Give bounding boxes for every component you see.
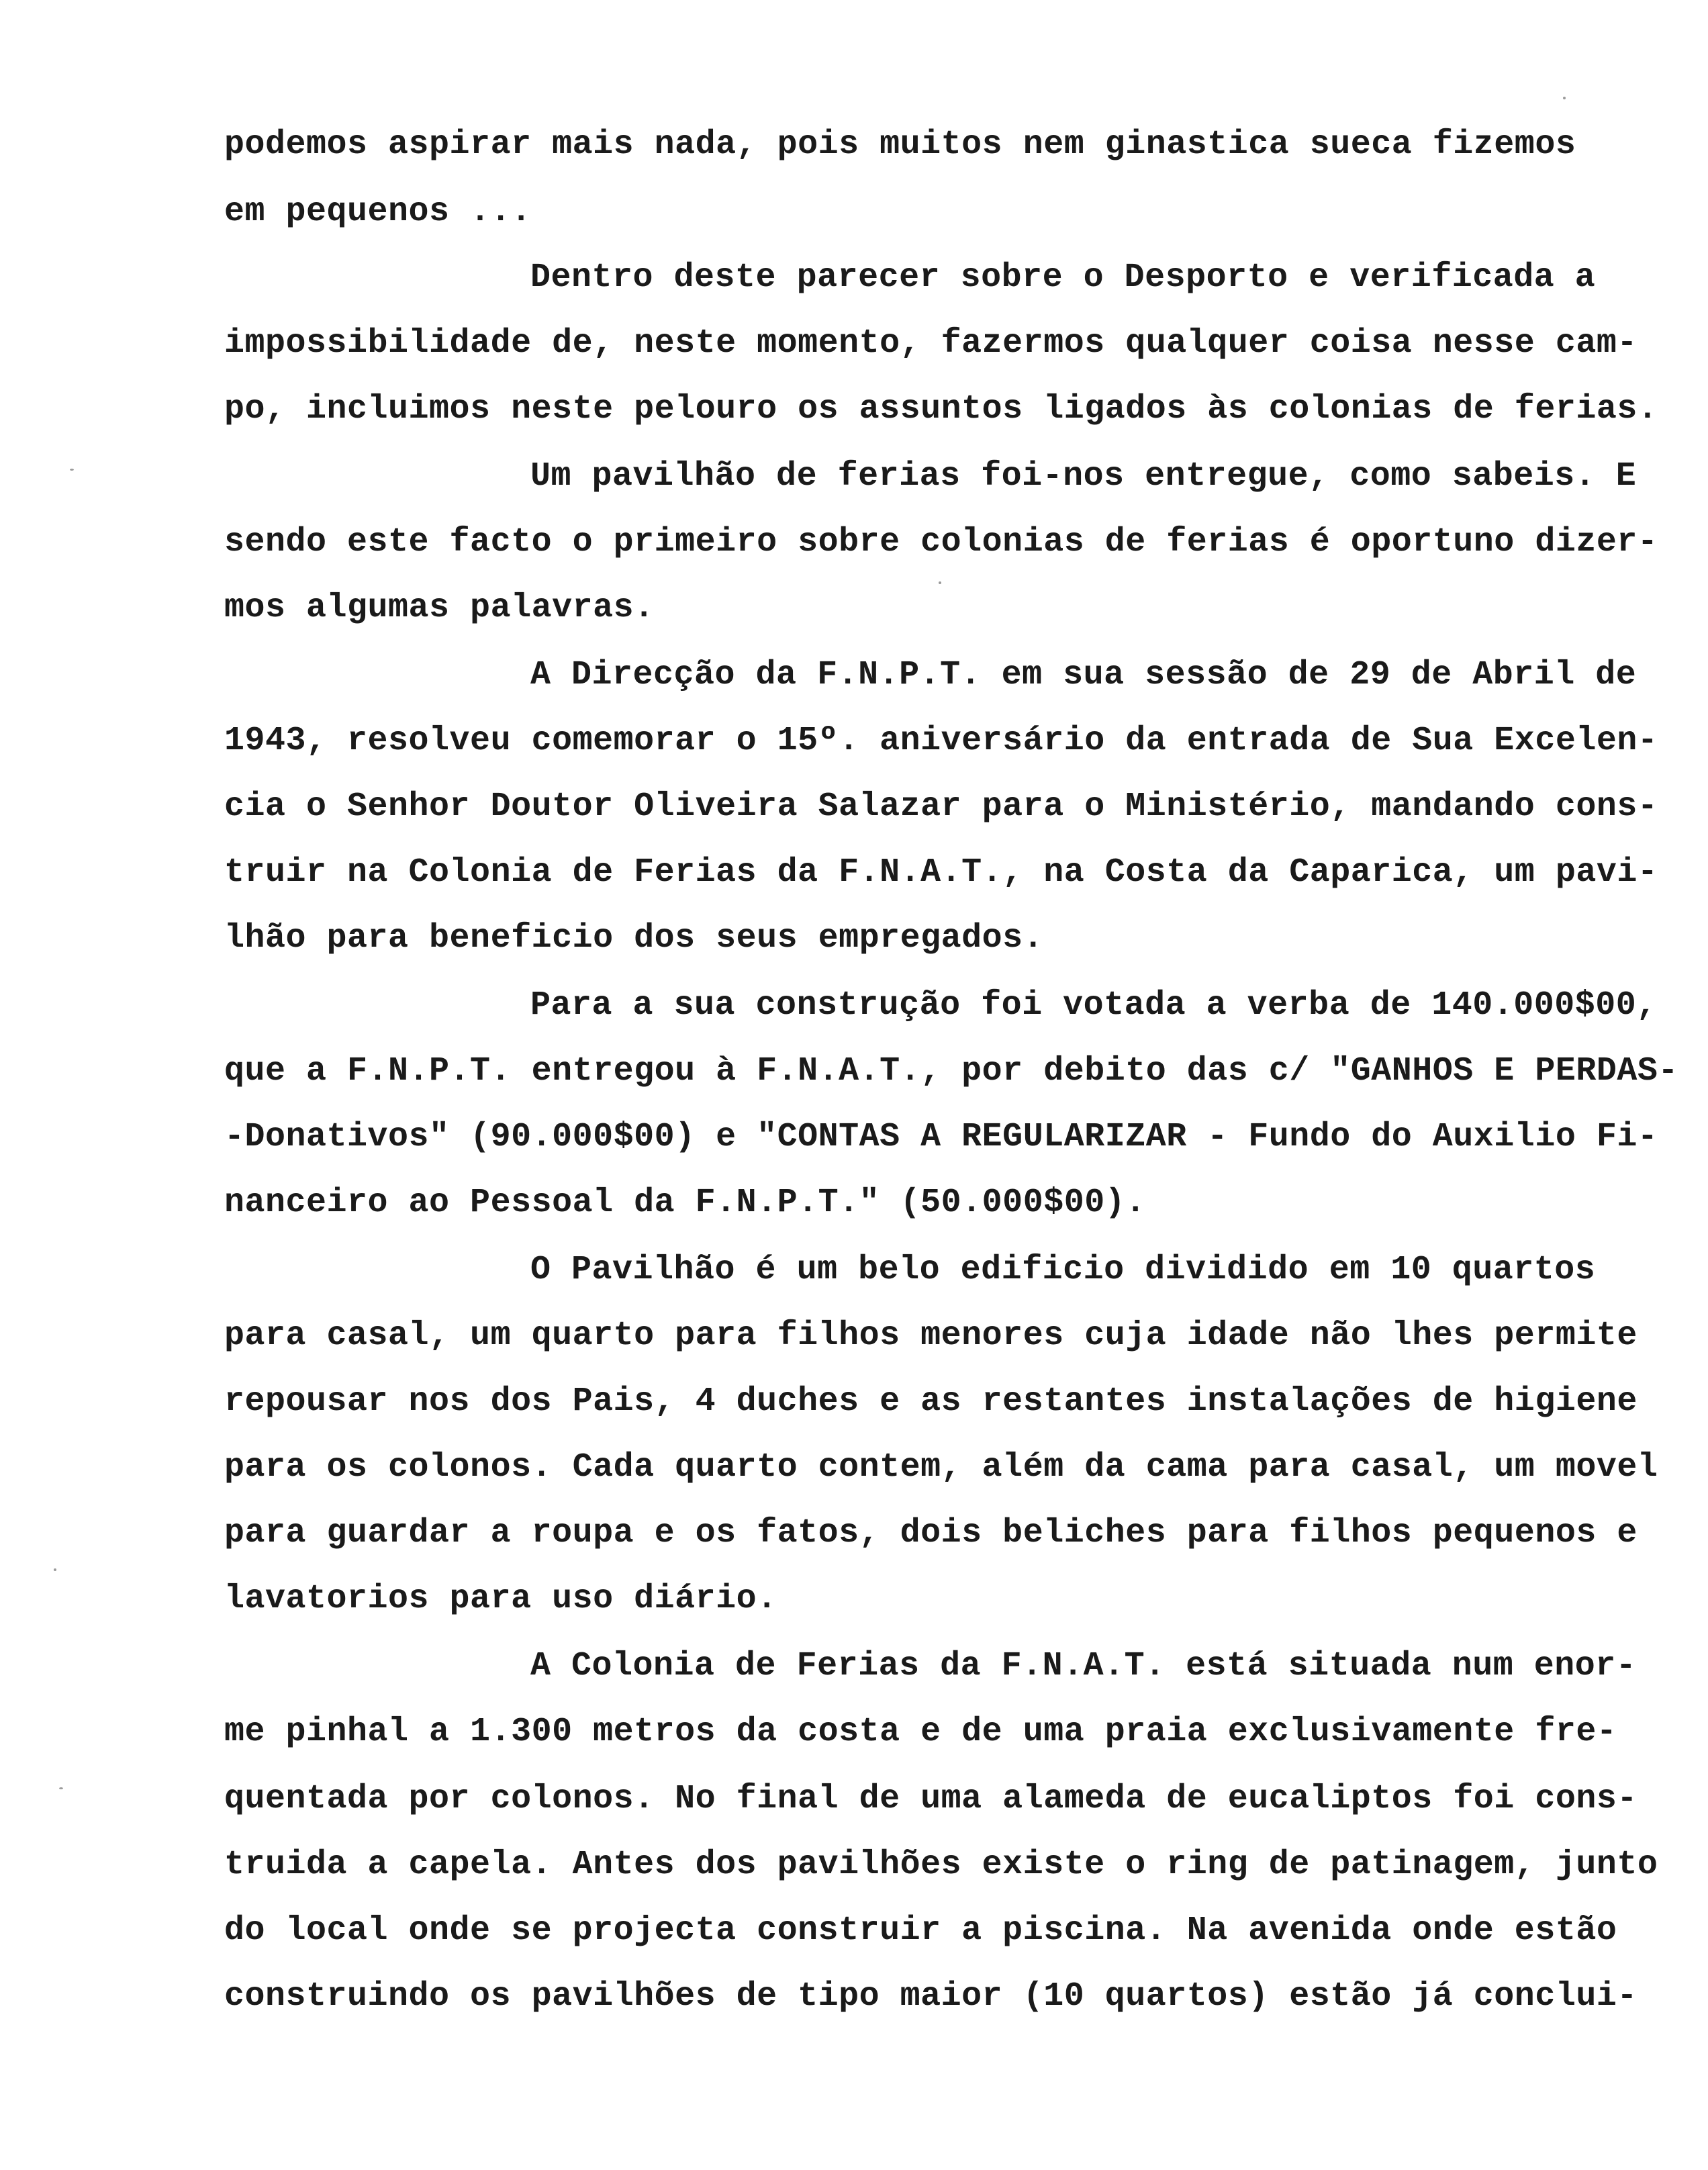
text-line: quentada por colonos. No final de uma alameda de eucaliptos foi cons- [224,1780,1638,1818]
text-line: podemos aspirar mais nada, pois muitos nem ginastica sueca fizemos [224,126,1576,164]
text-line: para os colonos. Cada quarto contem, além da cama para casal, um movel [224,1448,1658,1487]
text-line: do local onde se projecta construir a piscina. Na avenida onde estão [224,1912,1617,1950]
text-line: lavatorios para uso diário. [224,1580,777,1618]
text-line: 1943, resolveu comemorar o 15º. aniversário da entrada de Sua Excelen- [224,722,1658,760]
text-line: po, incluimos neste pelouro os assuntos ligados às colonias de ferias. [224,390,1658,428]
text-line: truir na Colonia de Ferias da F.N.A.T., na Costa da Caparica, um pavi- [224,853,1658,892]
text-line: para casal, um quarto para filhos menores cuja idade não lhes permite [224,1317,1638,1355]
text-line: -Donativos" (90.000$00) e "CONTAS A REGULARIZAR - Fundo do Auxilio Fi- [224,1118,1658,1156]
text-line: me pinhal a 1.300 metros da costa e de uma praia exclusivamente fre- [224,1713,1617,1751]
paragraph-first-line: A Direcção da F.N.P.T. em sua sessão de 29 de Abril de [530,656,1637,694]
paragraph-first-line: Um pavilhão de ferias foi-nos entregue, como sabeis. E [530,457,1637,496]
text-line: nanceiro ao Pessoal da F.N.P.T." (50.000$00). [224,1184,1146,1222]
scan-speck [939,581,941,584]
text-line: impossibilidade de, neste momento, fazermos qualquer coisa nesse cam- [224,324,1638,363]
text-line: sendo este facto o primeiro sobre colonias de ferias é oportuno dizer- [224,523,1658,561]
text-line: construindo os pavilhões de tipo maior (10 quartos) estão já conclui- [224,1977,1638,2016]
scan-speck [59,1787,63,1789]
scan-speck [70,469,74,471]
text-line: cia o Senhor Doutor Oliveira Salazar para o Ministério, mandando cons- [224,788,1658,826]
text-line: em pequenos ... [224,193,532,231]
scan-speck [1563,97,1566,99]
text-line: mos algumas palavras. [224,589,655,627]
text-line: que a F.N.P.T. entregou à F.N.A.T., por debito das c/ "GANHOS E PERDAS- [224,1052,1678,1090]
paragraph-first-line: Para a sua construção foi votada a verba de 140.000$00, [530,986,1657,1025]
paragraph-first-line: O Pavilhão é um belo edificio dividido em 10 quartos [530,1251,1596,1289]
text-line: repousar nos dos Pais, 4 duches e as restantes instalações de higiene [224,1382,1638,1421]
text-line: lhão para beneficio dos seus empregados. [224,919,1044,957]
text-line: para guardar a roupa e os fatos, dois beliches para filhos pequenos e [224,1514,1638,1552]
text-line: truida a capela. Antes dos pavilhões existe o ring de patinagem, junto [224,1846,1658,1884]
scan-speck [54,1568,56,1571]
paragraph-first-line: Dentro deste parecer sobre o Desporto e verificada a [530,258,1596,297]
paragraph-first-line: A Colonia de Ferias da F.N.A.T. está situada num enor- [530,1647,1637,1685]
